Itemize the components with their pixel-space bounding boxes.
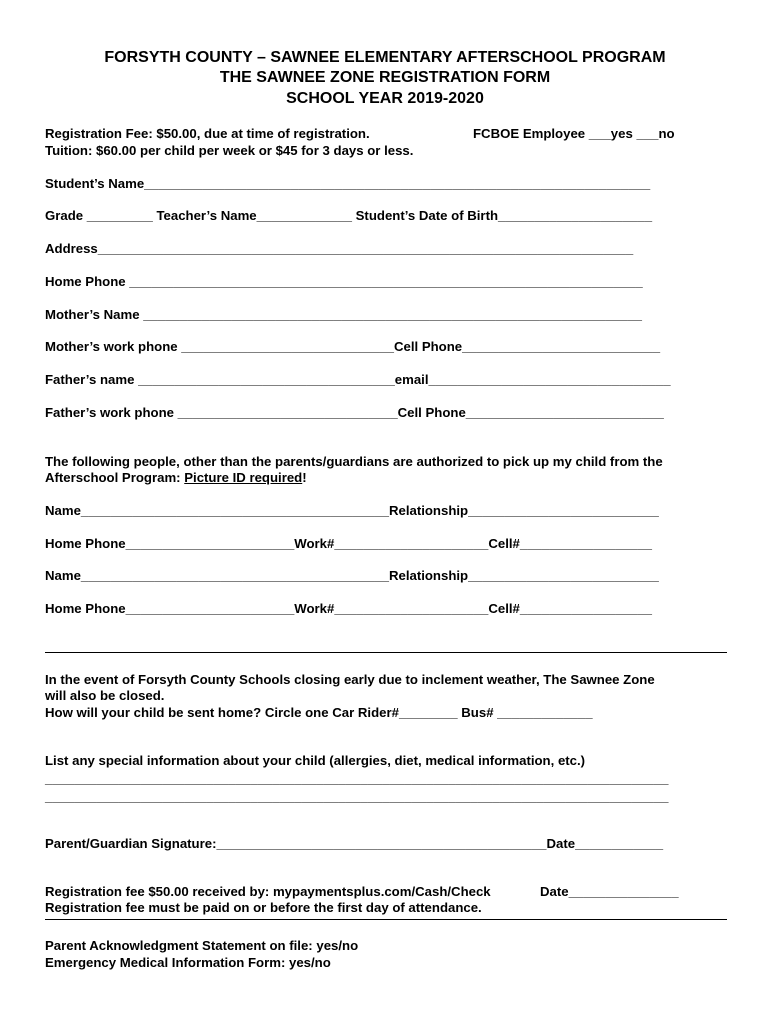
- fee-received-date-field[interactable]: Date_______________: [540, 884, 679, 899]
- special-info-prompt: List any special information about your child (allergies, diet, medical information, etc.): [45, 753, 586, 768]
- weather-closed-text: will also be closed.: [45, 688, 165, 703]
- special-info-blank-1[interactable]: _____________________________________________________________________________________: [45, 771, 669, 786]
- student-name-field[interactable]: Student’s Name_____________________________________________________________________: [45, 176, 651, 191]
- registration-fee-text: Registration Fee: $50.00, due at time of registration.: [45, 126, 370, 141]
- address-field[interactable]: Address_________________________________________________________________________: [45, 241, 634, 256]
- form-title-line2: THE SAWNEE ZONE REGISTRATION FORM: [219, 69, 551, 86]
- fee-received-text: Registration fee $50.00 received by: mypaymentsplus.com/Cash/Check: [45, 884, 491, 899]
- pickup-phone-2-field[interactable]: Home Phone_______________________Work#_____________________Cell#__________________: [45, 601, 652, 616]
- pickup-name-1-field[interactable]: Name__________________________________________Relationship__________________________: [45, 503, 659, 518]
- special-info-blank-2[interactable]: _____________________________________________________________________________________: [45, 789, 669, 804]
- home-phone-field[interactable]: Home Phone ______________________________________________________________________: [45, 274, 643, 289]
- section-divider-1: [45, 652, 727, 653]
- pickup-intro-prefix: Afterschool Program:: [45, 470, 185, 485]
- pickup-intro-suffix: !: [302, 470, 307, 485]
- form-title-line1: FORSYTH COUNTY – SAWNEE ELEMENTARY AFTERSCHOOL PROGRAM: [104, 49, 666, 66]
- tuition-text: Tuition: $60.00 per child per week or $45 for 3 days or less.: [45, 143, 414, 158]
- signature-date-field[interactable]: Parent/Guardian Signature:_____________________________________________Date____________: [45, 836, 664, 851]
- emergency-form-status: Emergency Medical Information Form: yes/no: [45, 955, 331, 970]
- section-divider-2: [45, 919, 727, 920]
- grade-teacher-dob-field[interactable]: Grade _________ Teacher’s Name_____________ Student’s Date of Birth_____________________: [45, 208, 653, 223]
- picture-id-required: Picture ID required: [184, 470, 303, 485]
- fee-deadline-text: Registration fee must be paid on or before the first day of attendance.: [45, 900, 482, 915]
- father-name-email-field[interactable]: Father’s name ___________________________________email_________________________________: [45, 372, 671, 387]
- mother-name-field[interactable]: Mother’s Name ____________________________________________________________________: [45, 307, 642, 322]
- pickup-intro-line2: [45, 470, 307, 486]
- acknowledgment-status: Parent Acknowledgment Statement on file: yes/no: [45, 938, 359, 953]
- weather-closing-text: In the event of Forsyth County Schools closing early due to inclement weather, The Sawnee Zone: [45, 672, 655, 687]
- father-work-cell-field[interactable]: Father’s work phone ______________________________Cell Phone___________________________: [45, 405, 664, 420]
- transport-choice-field[interactable]: How will your child be sent home? Circle one Car Rider#________ Bus# _____________: [45, 705, 593, 720]
- form-title-line3: SCHOOL YEAR 2019-2020: [286, 90, 484, 107]
- pickup-phone-1-field[interactable]: Home Phone_______________________Work#_____________________Cell#__________________: [45, 536, 652, 551]
- pickup-intro-line1: The following people, other than the parents/guardians are authorized to pick up my child from the: [45, 454, 663, 469]
- mother-work-cell-field[interactable]: Mother’s work phone _____________________________Cell Phone___________________________: [45, 339, 661, 354]
- fcboe-employee-field[interactable]: FCBOE Employee ___yes ___no: [473, 126, 675, 141]
- pickup-name-2-field[interactable]: Name__________________________________________Relationship__________________________: [45, 568, 659, 583]
